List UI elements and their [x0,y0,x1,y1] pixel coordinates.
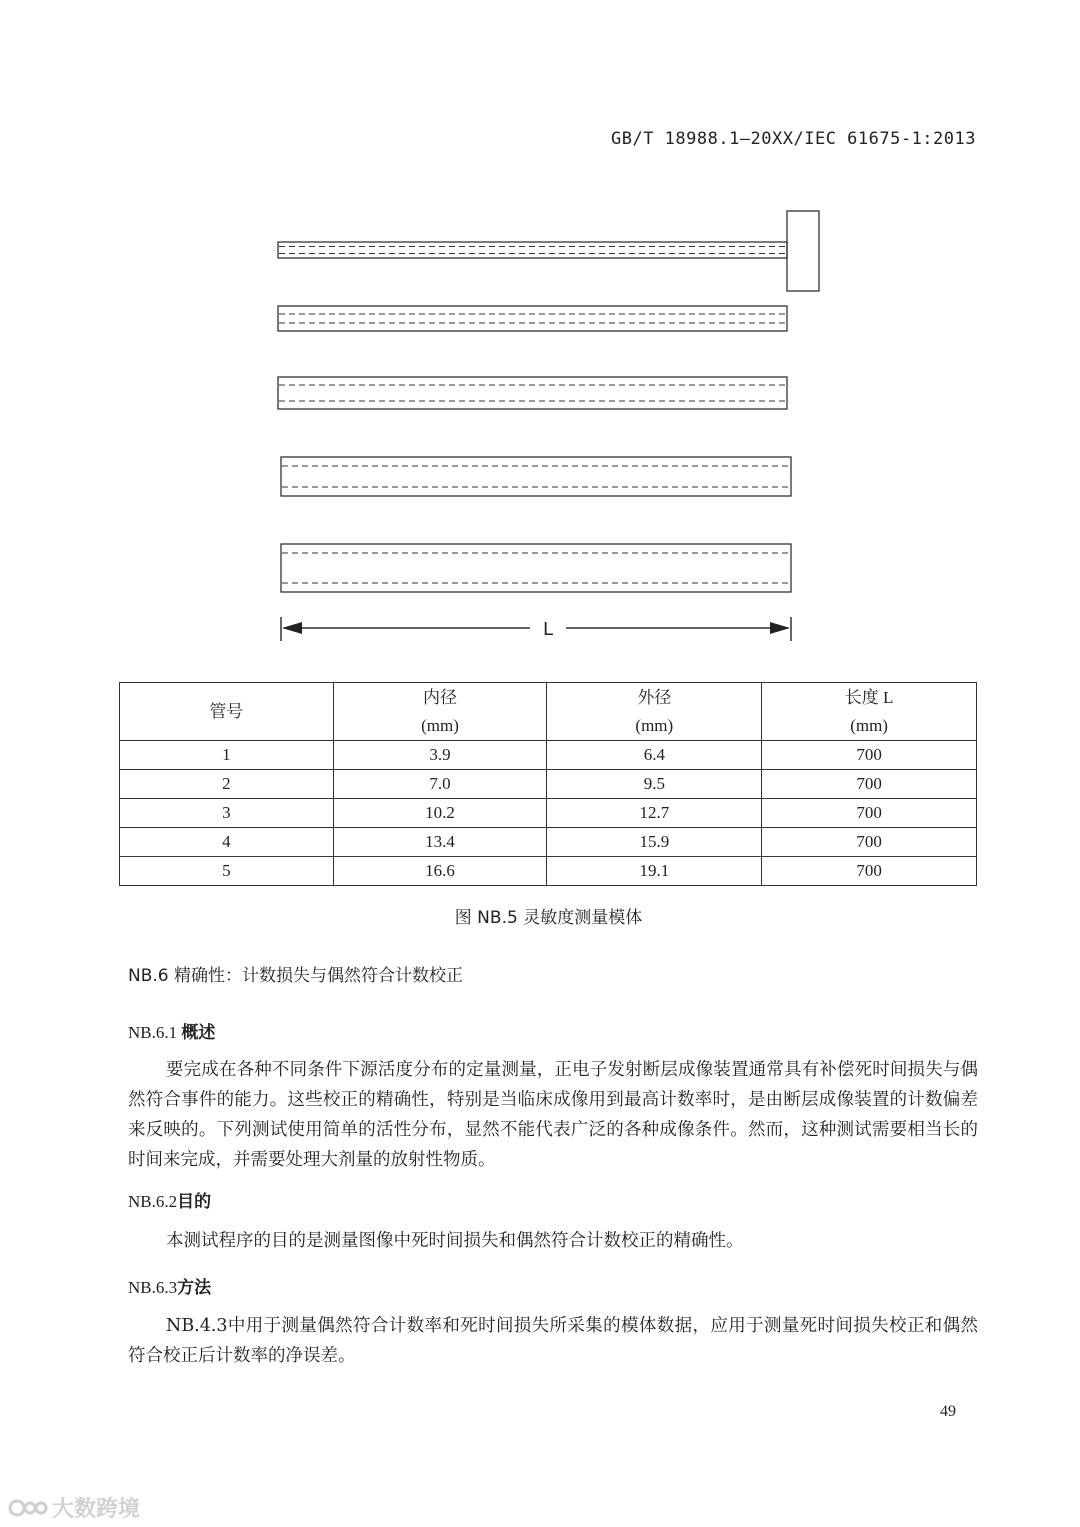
subsection-heading-purpose: NB.6.2目的 [128,1192,212,1212]
watermark [8,1492,140,1523]
section-heading: NB.6 精确性：计数损失与偶然符合计数校正 [128,966,464,986]
table-row: 5 16.6 19.1 700 [120,857,977,886]
watermark-text: 大数跨境 [52,1497,141,1522]
subsection-heading-method: NB.6.3方法 [128,1278,212,1298]
tube-4 [281,457,791,496]
purpose-paragraph: 本测试程序的目的是测量图像中死时间损失和偶然符合计数校正的精确性。 [166,1231,744,1251]
phantom-figure [0,0,1080,660]
document-header: GB/T 18988.1—20XX/IEC 61675-1:2013 [611,129,976,149]
phantom-dimensions-table [119,682,977,886]
arrow-right-icon [770,622,790,634]
table-row: 2 7.0 9.5 700 [120,770,977,799]
header-inner-diameter: 内径 (mm) [333,683,547,741]
page-number: 49 [940,1403,956,1420]
watermark-logo-icon [8,1497,48,1519]
arrow-left-icon [282,622,302,634]
tube-end-cap [787,211,819,291]
table-header-row [120,683,977,741]
table-row: 3 10.2 12.7 700 [120,799,977,828]
method-paragraph: NB.4.3中用于测量偶然符合计数率和死时间损失所采集的模体数据，应用于测量死时间损失校正和偶然符合校正后计数率的净误差。 [128,1316,978,1366]
table-row: 4 13.4 15.9 700 [120,828,977,857]
figure-caption: 图 NB.5 灵敏度测量模体 [454,908,643,928]
header-outer-diameter: 外径 (mm) [547,683,762,741]
overview-paragraph: 要完成在各种不同条件下源活度分布的定量测量，正电子发射断层成像装置通常具有补偿死时间损失与偶然符合事件的能力。这些校正的精确性，特别是当临床成像用到最高计数率时，是由断层成像装置的计数偏差来反映的。下列测试使用简单的活性分布，显然不能代表广泛的各种成像条件。然而，这种测试需要相当长的时间来完成，并需要处理大剂量的放射性物质。 [128,1060,978,1170]
length-dimension [281,617,791,641]
subsection-heading-overview: NB.6.1 概述 [128,1023,216,1043]
tube-1 [278,211,819,291]
table-row: 1 3.9 6.4 700 [120,741,977,770]
tube-3 [278,377,787,409]
tube-5 [281,544,791,592]
length-label: L [542,619,554,640]
tube-2 [278,306,787,331]
header-tube-number: 管号 [120,683,334,741]
header-length: 长度 L (mm) [762,683,977,741]
